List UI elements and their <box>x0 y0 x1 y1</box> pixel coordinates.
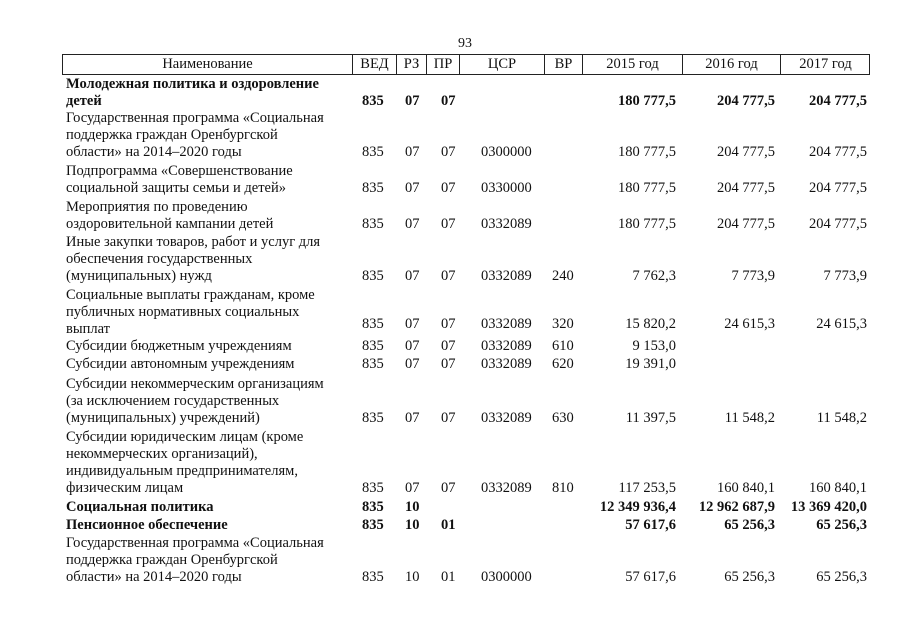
row-ved: 835 <box>362 410 384 426</box>
header-2016: 2016 год <box>682 54 780 74</box>
row-value-2017: 65 256,3 <box>816 569 867 585</box>
row-name: Социальная политика <box>66 499 214 515</box>
row-pr: 01 <box>441 569 456 585</box>
row-ved: 835 <box>362 499 384 515</box>
row-value-2016: 160 840,1 <box>717 480 775 496</box>
row-value-2016: 24 615,3 <box>724 316 775 332</box>
row-value-2015: 180 777,5 <box>618 144 676 160</box>
row-csr: 0330000 <box>481 180 532 196</box>
row-value-2015: 7 762,3 <box>632 268 676 284</box>
row-name: Подпрограмма «Совершенствование социальной защиты семьи и детей» <box>66 163 293 196</box>
row-rz: 07 <box>405 480 420 496</box>
header-rz: РЗ <box>396 54 426 74</box>
row-value-2017: 13 369 420,0 <box>790 499 867 515</box>
row-ved: 835 <box>362 180 384 196</box>
row-ved: 835 <box>362 338 384 354</box>
row-value-2016: 204 777,5 <box>717 93 775 109</box>
row-ved: 835 <box>362 356 384 372</box>
row-pr: 01 <box>441 517 456 533</box>
header-2017: 2017 год <box>780 54 870 74</box>
row-csr: 0332089 <box>481 480 532 496</box>
row-vr: 320 <box>552 316 574 332</box>
row-name: Субсидии бюджетным учреждениям <box>66 338 292 354</box>
row-value-2017: 204 777,5 <box>809 144 867 160</box>
row-rz: 07 <box>405 144 420 160</box>
row-ved: 835 <box>362 480 384 496</box>
row-value-2015: 57 617,6 <box>625 569 676 585</box>
row-value-2017: 11 548,2 <box>816 410 867 426</box>
row-rz: 07 <box>405 180 420 196</box>
row-value-2017: 7 773,9 <box>823 268 867 284</box>
row-ved: 835 <box>362 517 384 533</box>
row-value-2016: 204 777,5 <box>717 144 775 160</box>
row-pr: 07 <box>441 410 456 426</box>
row-pr: 07 <box>441 480 456 496</box>
row-value-2016: 12 962 687,9 <box>698 499 775 515</box>
row-value-2015: 11 397,5 <box>625 410 676 426</box>
header-name: Наименование <box>62 54 352 74</box>
row-csr: 0332089 <box>481 268 532 284</box>
row-pr: 07 <box>441 268 456 284</box>
row-value-2017: 160 840,1 <box>809 480 867 496</box>
row-name: Государственная программа «Социальная поддержка граждан Оренбургской области» на 2014–2020 годы <box>66 110 324 160</box>
row-ved: 835 <box>362 569 384 585</box>
row-value-2017: 204 777,5 <box>809 180 867 196</box>
row-name: Иные закупки товаров, работ и услуг для обеспечения государственных (муниципальных) нужд <box>66 234 321 284</box>
row-vr: 620 <box>552 356 574 372</box>
row-pr: 07 <box>441 356 456 372</box>
row-value-2016: 11 548,2 <box>724 410 775 426</box>
row-rz: 07 <box>405 216 420 232</box>
row-rz: 10 <box>405 499 420 515</box>
row-value-2015: 19 391,0 <box>625 356 676 372</box>
row-value-2015: 12 349 936,4 <box>599 499 676 515</box>
row-rz: 07 <box>405 338 420 354</box>
row-pr: 07 <box>441 93 456 109</box>
row-value-2016: 65 256,3 <box>724 517 775 533</box>
row-rz: 07 <box>405 356 420 372</box>
header-2015: 2015 год <box>582 54 682 74</box>
row-vr: 610 <box>552 338 574 354</box>
row-csr: 0300000 <box>481 569 532 585</box>
header-pr: ПР <box>426 54 459 74</box>
row-pr: 07 <box>441 338 456 354</box>
row-rz: 07 <box>405 316 420 332</box>
row-value-2017: 204 777,5 <box>809 216 867 232</box>
row-value-2016: 204 777,5 <box>717 180 775 196</box>
row-value-2015: 180 777,5 <box>618 216 676 232</box>
header-vr: ВР <box>544 54 582 74</box>
row-pr: 07 <box>441 144 456 160</box>
row-rz: 07 <box>405 268 420 284</box>
row-value-2017: 65 256,3 <box>816 517 867 533</box>
row-name: Субсидии юридическим лицам (кроме некоммерческих организаций), индивидуальным предпринимателям, физическим лицам <box>66 429 304 496</box>
row-value-2015: 57 617,6 <box>625 517 676 533</box>
row-value-2017: 204 777,5 <box>809 93 867 109</box>
row-rz: 10 <box>405 517 420 533</box>
page-number: 93 <box>458 36 472 51</box>
row-value-2017: 24 615,3 <box>816 316 867 332</box>
row-ved: 835 <box>362 144 384 160</box>
row-csr: 0332089 <box>481 338 532 354</box>
header-ved: ВЕД <box>352 54 396 74</box>
row-csr: 0332089 <box>481 216 532 232</box>
row-vr: 810 <box>552 480 574 496</box>
row-name: Субсидии автономным учреждениям <box>66 356 295 372</box>
row-name: Пенсионное обеспечение <box>66 517 228 533</box>
row-name: Государственная программа «Социальная поддержка граждан Оренбургской области» на 2014–2020 годы <box>66 535 324 585</box>
row-ved: 835 <box>362 93 384 109</box>
table-header <box>62 54 870 74</box>
row-ved: 835 <box>362 316 384 332</box>
row-pr: 07 <box>441 216 456 232</box>
row-pr: 07 <box>441 180 456 196</box>
row-rz: 07 <box>405 410 420 426</box>
row-vr: 630 <box>552 410 574 426</box>
header-csr: ЦСР <box>459 54 544 74</box>
row-value-2015: 180 777,5 <box>618 180 676 196</box>
row-name: Мероприятия по проведению оздоровительной кампании детей <box>66 199 274 232</box>
row-ved: 835 <box>362 216 384 232</box>
row-ved: 835 <box>362 268 384 284</box>
row-csr: 0332089 <box>481 316 532 332</box>
row-name: Субсидии некоммерческим организациям (за исключением государственных (муниципальных) учреждений) <box>66 376 324 426</box>
row-csr: 0300000 <box>481 144 532 160</box>
row-csr: 0332089 <box>481 356 532 372</box>
row-value-2016: 65 256,3 <box>724 569 775 585</box>
row-vr: 240 <box>552 268 574 284</box>
row-value-2016: 7 773,9 <box>731 268 775 284</box>
row-csr: 0332089 <box>481 410 532 426</box>
row-value-2015: 117 253,5 <box>618 480 676 496</box>
row-value-2015: 9 153,0 <box>632 338 676 354</box>
row-value-2016: 204 777,5 <box>717 216 775 232</box>
row-value-2015: 15 820,2 <box>625 316 676 332</box>
row-pr: 07 <box>441 316 456 332</box>
row-rz: 07 <box>405 93 420 109</box>
row-name: Молодежная политика и оздоровление детей <box>66 76 319 109</box>
row-rz: 10 <box>405 569 420 585</box>
row-value-2015: 180 777,5 <box>618 93 676 109</box>
row-name: Социальные выплаты гражданам, кроме публичных нормативных социальных выплат <box>66 287 315 337</box>
